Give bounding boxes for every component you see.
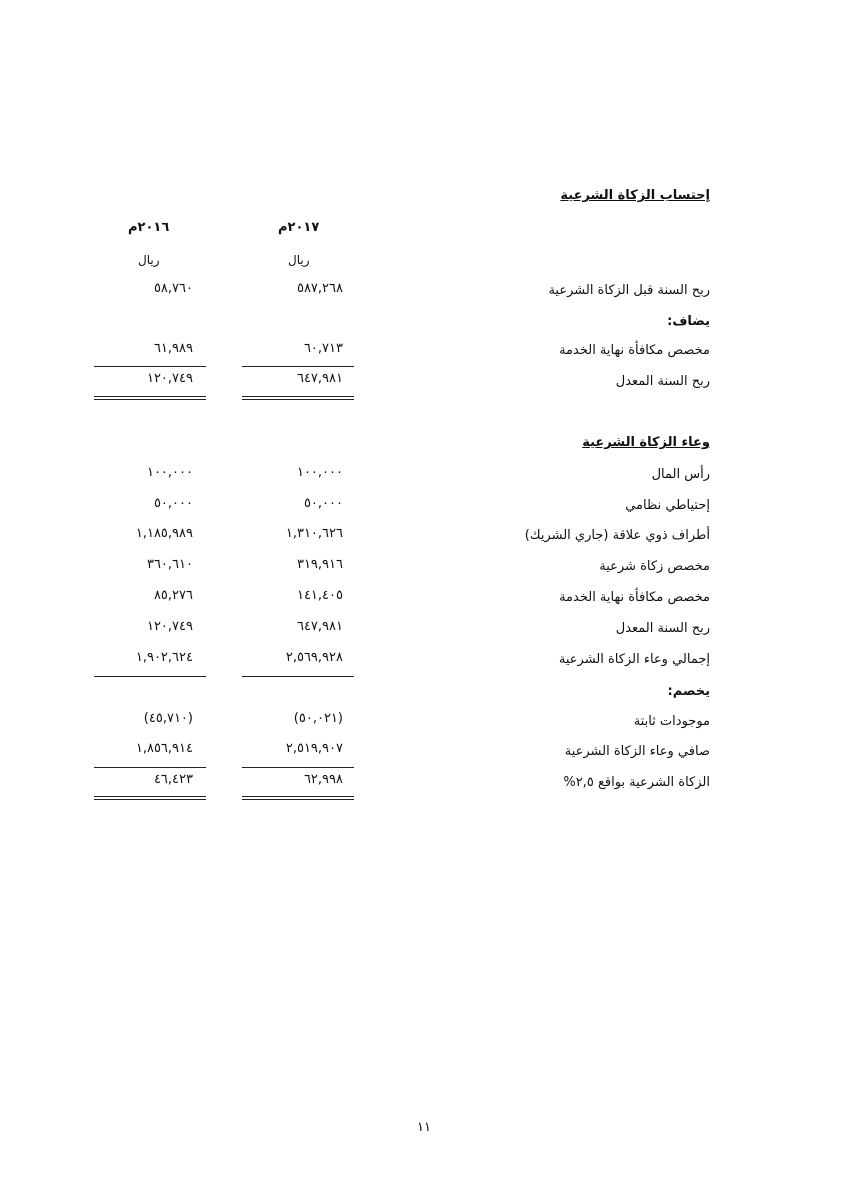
add-label: يضاف: [667, 314, 710, 329]
value-2016: (٤٥,٧١٠) [143, 711, 193, 726]
total-double-rule [242, 396, 354, 400]
value-2017: ٦٤٧,٩٨١ [296, 619, 343, 634]
value-2017: ٦٠,٧١٣ [303, 341, 343, 356]
row-label-related-parties: أطراف ذوي علاقة (جاري الشريك) [524, 528, 710, 543]
row-label-net-zakat-base: صافي وعاء الزكاة الشرعية [564, 744, 710, 759]
row-label-adjusted-profit: ربح السنة المعدل [615, 374, 710, 389]
value-2016: ١٠٠,٠٠٠ [146, 465, 193, 480]
subtotal-rule [94, 767, 206, 768]
row-label-profit-before-zakat: ربح السنة قبل الزكاة الشرعية [548, 283, 710, 298]
row-label-eosb-provision: مخصص مكافأة نهاية الخدمة [559, 343, 710, 358]
unit-label-2017: ريال [288, 253, 310, 267]
value-2016: ١٢٠,٧٤٩ [146, 371, 193, 386]
row-label-zakat-provision: مخصص زكاة شرعية [599, 559, 710, 574]
value-2016: ٥٨,٧٦٠ [153, 281, 193, 296]
value-2016: ٨٥,٢٧٦ [153, 588, 193, 603]
value-2017: ٦٢,٩٩٨ [303, 772, 343, 787]
row-label-capital: رأس المال [651, 467, 710, 482]
value-2017: ٢,٥١٩,٩٠٧ [285, 741, 343, 756]
value-2016: ١,١٨٥,٩٨٩ [135, 526, 193, 541]
row-label-statutory-reserve: إحتياطي نظامي [625, 498, 710, 513]
column-header-2016: ٢٠١٦م [128, 220, 170, 235]
value-2017: ٣١٩,٩١٦ [296, 557, 343, 572]
subtotal-rule [94, 366, 206, 367]
total-double-rule [94, 796, 206, 800]
subtotal-rule [242, 676, 354, 677]
page-title: إحتساب الزكاة الشرعية [560, 188, 710, 203]
row-label-total-zakat-base: إجمالي وعاء الزكاة الشرعية [558, 652, 710, 667]
value-2017: (٥٠,٠٢١) [293, 711, 343, 726]
subtotal-rule [94, 676, 206, 677]
value-2016: ١,٨٥٦,٩١٤ [135, 741, 193, 756]
value-2017: ١٤١,٤٠٥ [296, 588, 343, 603]
row-label-eosb-provision: مخصص مكافأة نهاية الخدمة [559, 590, 710, 605]
value-2016: ٤٦,٤٢٣ [153, 772, 193, 787]
row-label-zakat-due: الزكاة الشرعية بواقع ٢,٥% [563, 775, 710, 790]
column-header-2017: ٢٠١٧م [278, 220, 320, 235]
unit-label-2016: ريال [138, 253, 160, 267]
value-2017: ٦٤٧,٩٨١ [296, 371, 343, 386]
value-2016: ١,٩٠٢,٦٢٤ [135, 650, 193, 665]
value-2017: ١,٣١٠,٦٢٦ [285, 526, 343, 541]
subtotal-rule [242, 767, 354, 768]
row-label-fixed-assets: موجودات ثابتة [633, 714, 710, 729]
value-2017: ٥٨٧,٢٦٨ [296, 281, 343, 296]
row-label-adjusted-profit: ربح السنة المعدل [615, 621, 710, 636]
value-2017: ١٠٠,٠٠٠ [296, 465, 343, 480]
value-2016: ٥٠,٠٠٠ [153, 496, 193, 511]
total-double-rule [94, 396, 206, 400]
subtotal-rule [242, 366, 354, 367]
value-2016: ١٢٠,٧٤٩ [146, 619, 193, 634]
value-2016: ٦١,٩٨٩ [153, 341, 193, 356]
value-2017: ٥٠,٠٠٠ [303, 496, 343, 511]
deduct-label: يخصم: [667, 684, 710, 699]
value-2016: ٣٦٠,٦١٠ [146, 557, 193, 572]
value-2017: ٢,٥٦٩,٩٢٨ [285, 650, 343, 665]
page-number: ١١ [417, 1120, 431, 1135]
section-title-zakat-base: وعاء الزكاة الشرعية [582, 435, 710, 450]
total-double-rule [242, 796, 354, 800]
